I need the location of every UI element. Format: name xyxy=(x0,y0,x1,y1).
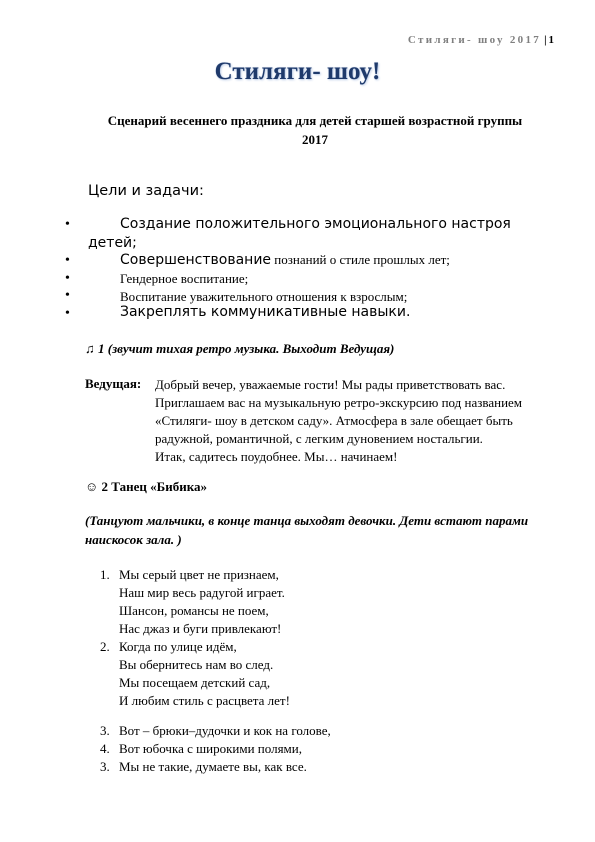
lyric-line: Мы не такие, думаете вы, как все. xyxy=(119,759,307,774)
goal-item-1-line2: детей; xyxy=(88,235,137,251)
bullet-3: • xyxy=(65,271,70,286)
goal-item-3: Гендерное воспитание; xyxy=(120,271,249,286)
lyric-line: Шансон, романсы не поем, xyxy=(119,603,269,618)
verse-number: 3. xyxy=(100,759,110,774)
lyric-line: Мы серый цвет не признаем, xyxy=(119,567,279,582)
verse-number: 4. xyxy=(100,741,110,756)
verse-number: 1. xyxy=(100,567,110,582)
lyric-line: Вот юбочка с широкими полями, xyxy=(119,741,302,756)
document-title: Стиляги- шоу! xyxy=(214,58,381,85)
dance-cue-2: ☺ 2 Танец «Бибика» xyxy=(85,479,207,494)
document-subtitle: Сценарий весеннего праздника для детей старшей возрастной группы 2017 xyxy=(107,113,523,147)
verse-number: 3. xyxy=(100,723,110,738)
lyric-line: Когда по улице идём, xyxy=(119,639,237,654)
goal-item-4: Воспитание уважительного отношения к взрослым; xyxy=(120,289,408,304)
lyric-line: Вот – брюки–дудочки и кок на голове, xyxy=(119,723,331,738)
lyric-line: Мы посещаем детский сад, xyxy=(119,675,271,690)
goal-item-2-part-b: познаний о стиле прошлых лет; xyxy=(271,252,450,267)
bullet-1: • xyxy=(65,217,70,232)
host-line: радужной, романтичной, с легким дуновением ностальгии. xyxy=(155,431,483,446)
host-line: Приглашаем вас на музыкальную ретро-экскурсию под названием xyxy=(155,395,523,410)
page-number: 1 xyxy=(548,34,554,46)
host-line: Добрый вечер, уважаемые гости! Мы рады приветствовать вас. xyxy=(155,377,506,392)
verse-number: 2. xyxy=(100,639,110,654)
bullet-5: • xyxy=(65,306,70,321)
lyric-line: Вы обернитесь нам во след. xyxy=(119,657,274,672)
stage-direction: (Танцуют мальчики, в конце танца выходят девочки. Дети встают парами наискосок зала. ) xyxy=(85,513,529,547)
goal-item-5: Закреплять коммуникативные навыки. xyxy=(120,304,411,320)
running-title: Стиляги- шоу 2017 xyxy=(407,34,542,46)
lyric-line: Нас джаз и буги привлекают! xyxy=(119,621,282,636)
host-speech xyxy=(155,376,535,466)
speaker-label: Ведущая: xyxy=(85,376,142,391)
goal-item-1-line1: Создание положительного эмоционального настроя xyxy=(120,216,511,232)
goal-item-2-part-a: Совершенствование xyxy=(120,252,272,268)
host-line: «Стиляги- шоу в детском саду». Атмосфера в зале обещает быть xyxy=(155,413,513,428)
header-separator: | xyxy=(544,34,547,46)
music-cue-1: ♫ 1 (звучит тихая ретро музыка. Выходит Ведущая) xyxy=(85,341,395,356)
bullet-4: • xyxy=(65,288,70,303)
goals-heading: Цели и задачи: xyxy=(88,183,204,199)
lyric-line: Наш мир весь радугой играет. xyxy=(119,585,285,600)
host-line: Итак, садитесь поудобнее. Мы… начинаем! xyxy=(155,449,398,464)
running-header xyxy=(408,34,554,46)
lyric-line: И любим стиль с расцвета лет! xyxy=(119,693,290,708)
bullet-2: • xyxy=(65,253,70,268)
goal-item-2 xyxy=(120,251,450,269)
